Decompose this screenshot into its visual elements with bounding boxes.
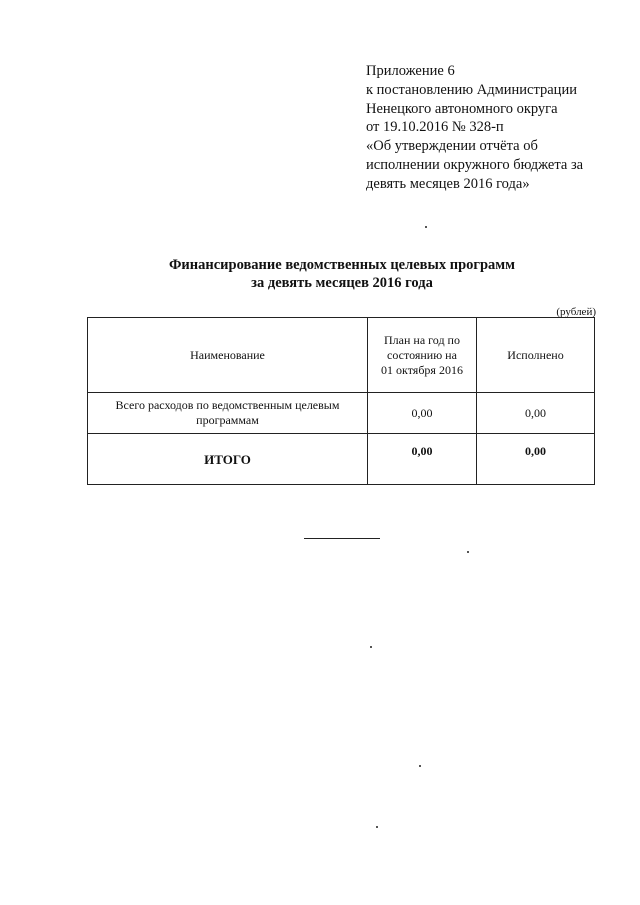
scan-speck (419, 765, 421, 767)
appendix-line: к постановлению Администрации (366, 81, 577, 98)
row-name (88, 393, 368, 434)
header-name: Наименование (88, 318, 368, 393)
appendix-block (366, 62, 628, 194)
header-plan (368, 318, 477, 393)
total-executed: 0,00 (477, 434, 595, 485)
total-plan: 0,00 (368, 434, 477, 485)
header-plan-line: состоянию на (387, 347, 457, 362)
appendix-line: Ненецкого автономного округа (366, 100, 558, 117)
separator-line (304, 538, 380, 539)
unit-label: (рублей) (556, 306, 596, 318)
title-line-2: за девять месяцев 2016 года (251, 275, 433, 291)
title-line-1: Финансирование ведомственных целевых программ (168, 257, 516, 273)
scan-speck (376, 826, 378, 828)
scan-speck (467, 551, 469, 553)
table-row (88, 393, 595, 434)
scan-speck (370, 646, 372, 648)
row-name-line: программам (196, 413, 259, 427)
document-title (0, 256, 640, 292)
programs-table (87, 317, 595, 485)
total-name: ИТОГО (88, 434, 368, 485)
header-executed: Исполнено (477, 318, 595, 393)
appendix-line: исполнении окружного бюджета за (366, 156, 584, 173)
scan-speck (425, 226, 427, 228)
table-header-row (88, 318, 595, 393)
appendix-line: «Об утверждении отчёта об (366, 138, 538, 155)
row-plan: 0,00 (368, 393, 477, 434)
appendix-line: от 19.10.2016 № 328-п (366, 119, 504, 136)
row-executed: 0,00 (477, 393, 595, 434)
appendix-line: девять месяцев 2016 года» (366, 175, 530, 192)
table-total-row (88, 434, 595, 485)
header-plan-line: 01 октября 2016 (381, 362, 463, 377)
header-plan-line: План на год по (384, 332, 460, 347)
appendix-line: Приложение 6 (366, 63, 455, 79)
row-name-line: Всего расходов по ведомственным целевым (115, 398, 340, 412)
